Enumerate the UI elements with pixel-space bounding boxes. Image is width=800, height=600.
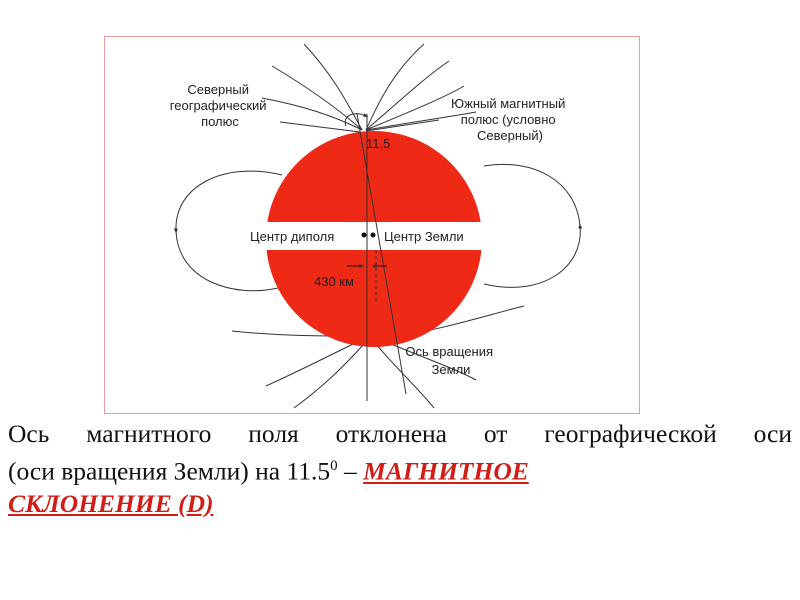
earth-magnetic-field-diagram: [104, 36, 640, 414]
caption-dash: –: [337, 456, 364, 486]
magnetic-declination-term-2: СКЛОНЕНИЕ (D): [8, 488, 214, 518]
declination-angle-label: 11,5: [366, 136, 391, 151]
caption-line-3: [8, 488, 792, 520]
rotation-axis-label: Ось вращения Земли: [405, 344, 493, 377]
caption: [8, 418, 792, 520]
degree-superscript: 0: [330, 458, 338, 474]
caption-line-2: [8, 450, 792, 488]
dipole-center-dot: [362, 233, 367, 238]
earth-center-label: Центр Земли: [384, 229, 464, 244]
dipole-center-label: Центр диполя: [250, 229, 335, 244]
caption-line-2-prefix: (оси вращения Земли) на 11.5: [8, 456, 331, 486]
north-geo-pole-label: Северный географический полюс: [169, 82, 267, 129]
caption-line-1: Ось магнитного поля отклонена от географической оси: [8, 419, 792, 448]
south-mag-pole-label: Южный магнитный полюс (условно Северный): [451, 96, 566, 143]
offset-distance-label: 430 км: [314, 274, 354, 289]
magnetic-declination-term-1: МАГНИТНОЕ: [363, 456, 529, 486]
earth-center-dot: [371, 233, 376, 238]
